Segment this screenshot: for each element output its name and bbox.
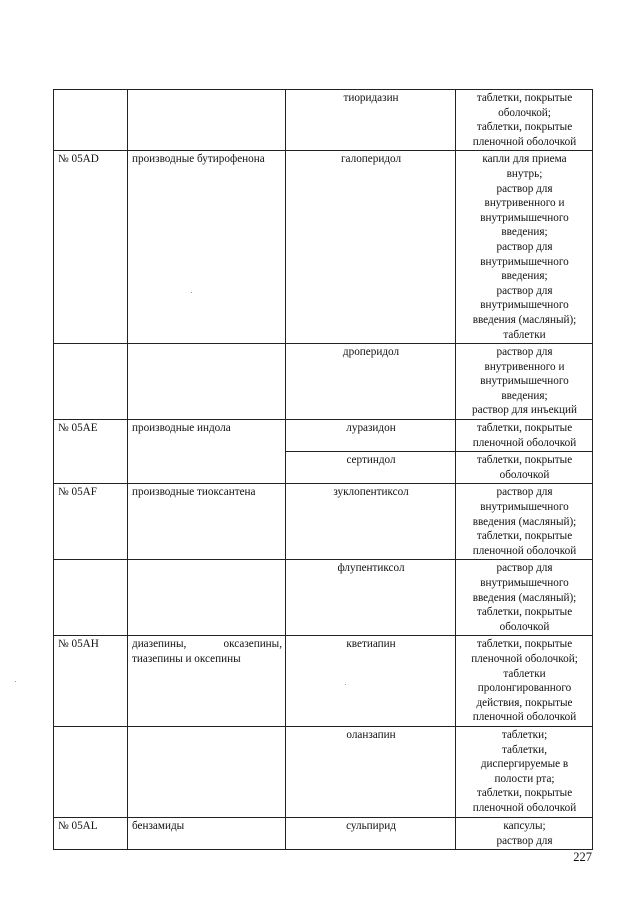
table-row — [54, 560, 593, 636]
dosage-form-line: раствор для — [496, 486, 553, 499]
atc-code-cell: № 05AF — [54, 484, 128, 560]
dosage-form-line: введения; — [501, 389, 548, 402]
table-row — [54, 90, 593, 151]
table-row — [54, 484, 593, 560]
atc-code-cell — [54, 344, 128, 420]
dosage-form-cell — [456, 90, 593, 151]
dosage-form-line: внутримышечного — [480, 577, 569, 590]
dosage-form-line: таблетки — [503, 667, 546, 680]
atc-code-cell: № 05AH — [54, 636, 128, 727]
group-name-cell — [128, 90, 286, 151]
drug-name-cell: луразидон — [286, 420, 456, 452]
dosage-form-line: введения (масляный); — [472, 515, 577, 528]
dosage-form-line: раствор для — [496, 182, 553, 195]
dosage-form-line: таблетки, покрытые — [476, 121, 573, 134]
dosage-form-cell — [456, 818, 593, 850]
dosage-form-cell — [456, 560, 593, 636]
atc-code-cell: № 05AL — [54, 818, 128, 850]
dosage-form-line: таблетки, покрытые — [476, 92, 573, 104]
dosage-form-line: капсулы; — [503, 820, 546, 832]
dosage-form-line: внутривенного и — [484, 360, 565, 373]
dosage-form-line: таблетки, покрытые — [476, 606, 573, 619]
dosage-form-line: пленочной оболочкой — [472, 436, 577, 449]
scan-speck — [345, 684, 346, 685]
table-row — [54, 151, 593, 344]
group-name-cell — [128, 560, 286, 636]
group-name-cell: диазепины, оксазепины, тиазепины и оксепины — [128, 636, 286, 727]
atc-code-cell — [54, 90, 128, 151]
dosage-form-line: раствор для — [496, 240, 553, 253]
table-row — [54, 818, 593, 850]
drug-name-cell: кветиапин — [286, 636, 456, 727]
group-name-cell: производные бутирофенона — [128, 151, 286, 344]
dosage-form-line: пленочной оболочкой; — [471, 653, 578, 666]
table-row — [54, 420, 593, 452]
drug-name-cell: дроперидол — [286, 344, 456, 420]
dosage-form-line: таблетки, покрытые — [476, 787, 573, 800]
dosage-form-line: раствор для — [496, 284, 553, 297]
dosage-form-line: оболочкой — [499, 468, 550, 481]
group-name-cell: производные тиоксантена — [128, 484, 286, 560]
dosage-form-cell — [456, 151, 593, 344]
dosage-form-cell — [456, 484, 593, 560]
dosage-form-line: таблетки, — [501, 743, 548, 756]
dosage-form-line: оболочкой — [499, 620, 550, 633]
table-row — [54, 727, 593, 818]
dosage-form-line: раствор для — [496, 562, 553, 575]
dosage-form-line: таблетки; — [501, 729, 548, 741]
drug-name-cell: галоперидол — [286, 151, 456, 344]
group-name-cell — [128, 344, 286, 420]
dosage-form-line: таблетки, покрытые — [476, 638, 573, 651]
dosage-form-cell — [456, 452, 593, 484]
atc-code-cell: № 05AE — [54, 420, 128, 484]
dosage-form-cell — [456, 344, 593, 420]
group-name-cell: производные индола — [128, 420, 286, 484]
dosage-form-line: внутрь; — [506, 167, 543, 180]
drug-name-cell: зуклопентиксол — [286, 484, 456, 560]
dosage-form-line: таблетки, покрытые — [476, 530, 573, 543]
dosage-form-cell — [456, 420, 593, 452]
dosage-form-line: таблетки, покрытые — [476, 454, 573, 467]
dosage-form-line: таблетки, покрытые — [476, 422, 573, 435]
dosage-form-line: внутримышечного — [480, 255, 569, 268]
drug-name-cell: оланзапин — [286, 727, 456, 818]
drug-name-cell: сульпирид — [286, 818, 456, 850]
atc-code-cell — [54, 560, 128, 636]
dosage-form-line: пролонгированного — [477, 682, 572, 695]
dosage-form-line: раствор для — [496, 834, 553, 847]
atc-code-cell — [54, 727, 128, 818]
dosage-form-line: внутримышечного — [480, 211, 569, 224]
dosage-form-line: внутривенного и — [484, 197, 565, 210]
scan-speck — [191, 292, 192, 293]
drug-name-cell: тиоридазин — [286, 90, 456, 151]
dosage-form-line: оболочкой; — [498, 106, 551, 119]
dosage-form-line: введения (масляный); — [472, 313, 577, 326]
dosage-form-line: введения (масляный); — [472, 591, 577, 604]
page-number: 227 — [573, 850, 592, 864]
group-name-cell — [128, 727, 286, 818]
dosage-form-line: диспергируемые в — [480, 758, 569, 771]
dosage-form-line: таблетки — [503, 328, 546, 341]
dosage-form-line: внутримышечного — [480, 375, 569, 388]
dosage-form-line: введения; — [501, 226, 548, 239]
drug-classification-table — [53, 89, 593, 850]
dosage-form-cell — [456, 636, 593, 727]
dosage-form-line: капли для приема — [482, 153, 567, 166]
drug-name-cell: флупентиксол — [286, 560, 456, 636]
dosage-form-line: внутримышечного — [480, 299, 569, 312]
dosage-form-line: раствор для — [496, 346, 553, 359]
dosage-form-line: введения; — [501, 270, 548, 283]
table-row — [54, 636, 593, 727]
group-name-cell: бензамиды — [128, 818, 286, 850]
dosage-form-line: раствор для инъекций — [472, 404, 577, 417]
dosage-form-line: действия, покрытые — [476, 696, 573, 709]
dosage-form-line: внутримышечного — [480, 501, 569, 514]
drug-name-cell: сертиндол — [286, 452, 456, 484]
scan-speck — [15, 681, 16, 682]
table-row — [54, 344, 593, 420]
dosage-form-line: пленочной оболочкой — [472, 135, 577, 148]
dosage-form-line: пленочной оболочкой — [472, 801, 577, 814]
dosage-form-line: пленочной оболочкой — [472, 544, 577, 557]
atc-code-cell: № 05AD — [54, 151, 128, 344]
dosage-form-line: полости рта; — [494, 772, 555, 785]
dosage-form-line: пленочной оболочкой — [472, 711, 577, 724]
dosage-form-cell — [456, 727, 593, 818]
